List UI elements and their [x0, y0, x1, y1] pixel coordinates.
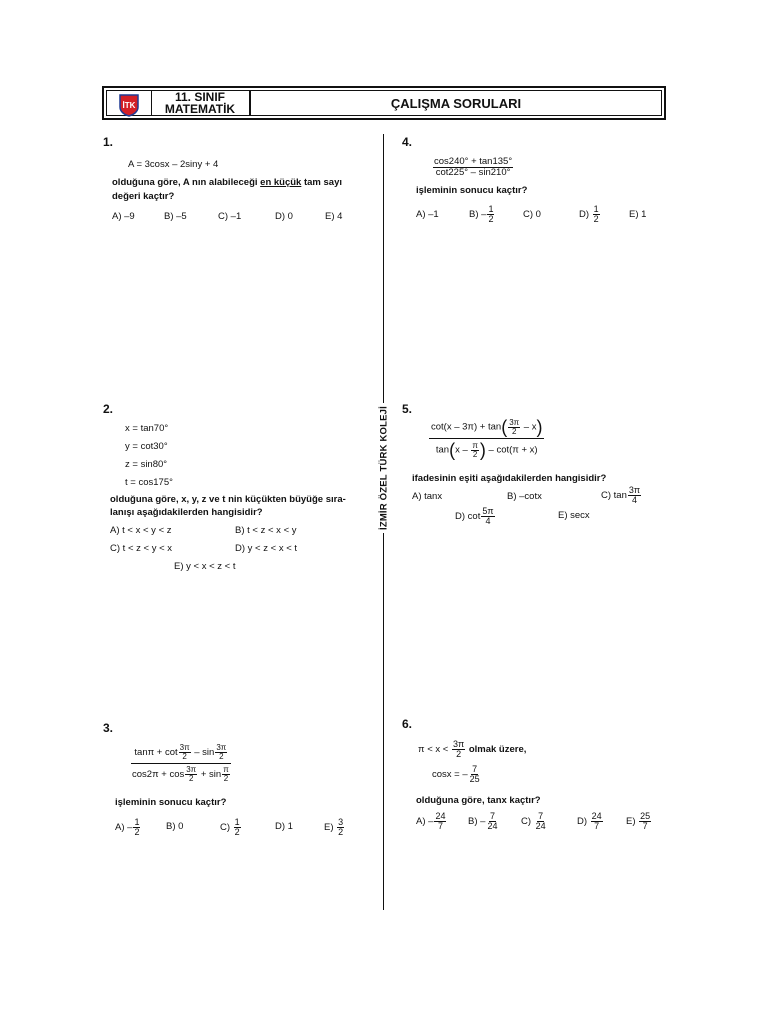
question-5-expression: cot(x – 3π) + tan( $\frac{3\pi}{2}$ – x) tan(x – $\frac{\pi}{2}$ ) – cot(π + x) — [431, 417, 543, 460]
q4-option-d[interactable]: D) $\frac{1}{2}$ — [579, 204, 599, 224]
question-1-expression: A = 3cosx – 2siny + 4 — [128, 159, 219, 170]
q2-option-b[interactable]: B) t < z < x < y — [235, 525, 297, 536]
q3-option-a[interactable]: A) – $\frac{1}{2}$ — [115, 817, 140, 837]
page-header — [102, 86, 666, 120]
q5-option-c[interactable]: C) tan $\frac{3\pi}{4}$ — [601, 485, 641, 505]
q5-option-d[interactable]: D) cot $\frac{5\pi}{4}$ — [455, 506, 494, 526]
question-4-expression: $\frac{\cos 240^\circ + \tan 135^\circ}{\cot 225^\circ - \sin 210^\circ}$ — [434, 156, 513, 178]
class-label — [151, 91, 251, 115]
question-2-def-z: z = sin80° — [125, 459, 168, 470]
question-2-def-y: y = cot30° — [125, 441, 168, 452]
question-3-expression: tanπ + cot $\frac{3\pi}{2}$ – sin $\frac{3\pi}{2}$ cos2π + cos $\frac{3\pi}{2}$ + sin $\frac{\pi}{2}$ — [130, 744, 233, 783]
question-5-number: 5. — [402, 402, 413, 416]
q2-option-e[interactable]: E) y < x < z < t — [174, 561, 236, 572]
q1-option-c[interactable]: C) –1 — [218, 211, 242, 222]
question-2-number: 2. — [103, 402, 114, 416]
question-4-number: 4. — [402, 135, 413, 149]
q4-option-e[interactable]: E) 1 — [629, 209, 647, 220]
q2-option-a[interactable]: A) t < x < y < z — [110, 525, 172, 536]
question-2-text-line1: olduğuna göre, x, y, z ve t nin küçükten büyüğe sıra- — [110, 494, 346, 505]
q6-option-a[interactable]: A) – $\frac{24}{7}$ — [416, 811, 446, 831]
q4-option-a[interactable]: A) –1 — [416, 209, 439, 220]
question-6-text: olduğuna göre, tanx kaçtır? — [416, 795, 541, 806]
q6-option-e[interactable]: E) $\frac{25}{7}$ — [626, 811, 651, 831]
question-1-text — [112, 177, 342, 188]
q1-option-d[interactable]: D) 0 — [275, 211, 293, 222]
question-2-def-t: t = cos175° — [125, 477, 173, 488]
q5-option-b[interactable]: B) –cotx — [507, 491, 542, 502]
question-2-text-line2: lanışı aşağıdakilerden hangisidir? — [110, 507, 263, 518]
question-1-number: 1. — [103, 135, 114, 149]
question-4-text: işleminin sonucu kaçtır? — [416, 185, 528, 196]
q5-option-a[interactable]: A) tanx — [412, 491, 443, 502]
page-title — [251, 91, 661, 115]
question-1-text-b: tam sayı — [301, 177, 343, 188]
question-3-text: işleminin sonucu kaçtır? — [115, 797, 227, 808]
q3-option-e[interactable]: E) $\frac{3}{2}$ — [324, 817, 344, 837]
question-2-def-x: x = tan70° — [125, 423, 169, 434]
question-6-cos: cosx = – $\frac{7}{25}$ — [432, 764, 480, 784]
question-1-text-underlined: en küçük — [260, 177, 302, 188]
q3-option-b[interactable]: B) 0 — [166, 821, 184, 832]
q4-option-b[interactable]: B) – $\frac{1}{2}$ — [469, 204, 494, 224]
question-6-condition: π < x < $\frac{3\pi}{2}$ olmak üzere, — [418, 739, 527, 759]
logo-text: İTK — [122, 101, 136, 110]
q1-option-e[interactable]: E) 4 — [325, 211, 343, 222]
class-line-1: 11. SINIF — [174, 90, 226, 104]
class-line-2: MATEMATİK — [164, 102, 236, 116]
q2-option-d[interactable]: D) y < z < x < t — [235, 543, 298, 554]
question-3-number: 3. — [103, 721, 114, 735]
college-label: İZMİR ÖZEL TÜRK KOLEJİ — [378, 405, 390, 531]
logo-box — [107, 91, 152, 115]
q6-option-c[interactable]: C) $\frac{7}{24}$ — [521, 811, 546, 831]
question-1-text-a: olduğuna göre, A nın alabileceği — [112, 177, 261, 188]
q1-option-a[interactable]: A) –9 — [112, 211, 135, 222]
question-5-text: ifadesinin eşiti aşağıdakilerden hangisidir? — [412, 473, 607, 484]
page-title-text: ÇALIŞMA SORULARI — [390, 95, 522, 111]
q6-option-b[interactable]: B) – $\frac{7}{24}$ — [468, 811, 498, 831]
school-logo-icon — [119, 94, 139, 117]
q1-option-b[interactable]: B) –5 — [164, 211, 187, 222]
college-label-box — [374, 403, 394, 533]
q4-option-c[interactable]: C) 0 — [523, 209, 541, 220]
q6-option-d[interactable]: D) $\frac{24}{7}$ — [577, 811, 602, 831]
q3-option-d[interactable]: D) 1 — [275, 821, 293, 832]
q2-option-c[interactable]: C) t < z < y < x — [110, 543, 173, 554]
question-1-text-line2: değeri kaçtır? — [112, 191, 175, 202]
q5-option-e[interactable]: E) secx — [558, 510, 590, 521]
question-6-number: 6. — [402, 717, 413, 731]
q3-option-c[interactable]: C) $\frac{1}{2}$ — [220, 817, 240, 837]
